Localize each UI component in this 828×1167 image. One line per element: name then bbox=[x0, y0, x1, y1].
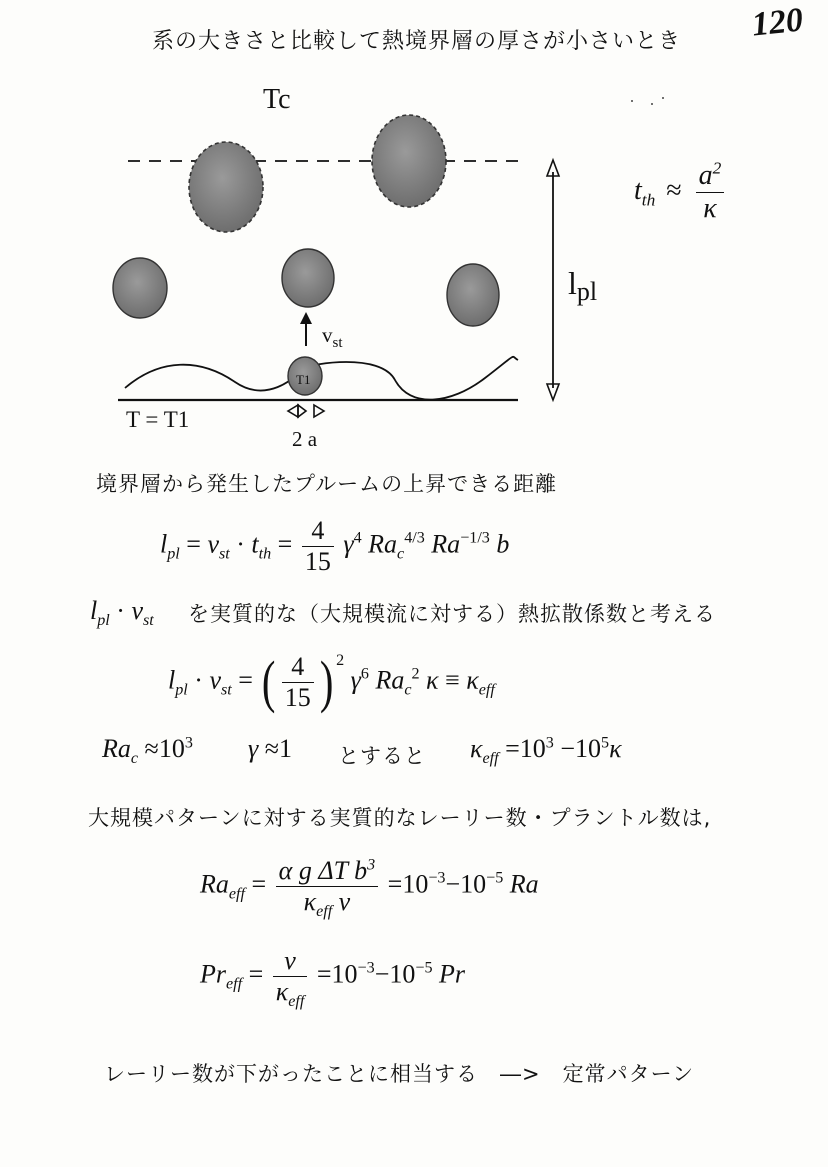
width-arrow-right bbox=[314, 405, 324, 417]
height-label: lpl bbox=[568, 265, 598, 306]
page-number: 120 bbox=[750, 1, 805, 44]
pr-eff-equation: $Pr_{eff}$ = $\frac{\nu}{\kappa_{eff}}$ $=10^{-3}-10^{-5}$ Pr bbox=[200, 946, 465, 1011]
width-arrow-left bbox=[288, 405, 298, 417]
upper-plume-right bbox=[372, 115, 446, 207]
middle-plume-right bbox=[447, 264, 499, 326]
condition-gamma: γ ≈1 bbox=[248, 734, 293, 763]
plume-label: T1 bbox=[296, 372, 311, 387]
thermal-time-equation: $t_{th}$ ≈ $\frac{a^2}{\kappa}$ bbox=[634, 160, 727, 225]
width-label: 2 a bbox=[292, 427, 318, 451]
speck bbox=[662, 97, 664, 99]
plume-distance-equation: $l_{pl} = v_{st} \cdot t_{th}$ = $\frac{4}{15}$ $\gamma^4$ $Ra_c^{4/3}$ $Ra^{-1/3}$ b bbox=[160, 516, 510, 576]
upper-plume-left bbox=[189, 142, 263, 232]
effective-diffusivity-equation: $l_{pl} \cdot v_{st}$ = ( $\frac{4}{15}$ ) $^2$ $\gamma^6$ $Ra_c^2$ $\kappa \equiv \kappa_{eff}$ bbox=[168, 649, 495, 715]
speck bbox=[651, 103, 653, 105]
middle-plume-center bbox=[282, 249, 334, 307]
speck bbox=[631, 100, 633, 102]
conclusion-text: レーリー数が下がったことに相当する ―> 定常パターン bbox=[104, 1062, 695, 1086]
distance-heading: 境界層から発生したプルームの上昇できる距離 bbox=[96, 472, 558, 496]
velocity-label: $v_{st}$ bbox=[322, 323, 343, 351]
condition-suru-text: とすると bbox=[338, 744, 426, 768]
ra-eff-equation: $Ra_{eff}$ = $\frac{\alpha g \Delta T b^3}{\kappa_{eff} \nu}$ $=10^{-3}-10^{-5}$ Ra bbox=[200, 856, 539, 921]
condition-keff: $\kappa_{eff} =10^3 -10^5\kappa$ bbox=[470, 734, 622, 768]
condition-rac: $Ra_c \approx 10^3$ bbox=[102, 734, 193, 768]
bottom-label: T = T1 bbox=[126, 407, 190, 432]
lv-product-label: $l_{pl} \cdot v_{st}$ bbox=[90, 596, 154, 630]
plume-diagram bbox=[0, 0, 828, 460]
width-arrow-mid bbox=[298, 405, 306, 417]
effective-diffusivity-text: を実質的な（大規模流に対する）熱拡散係数と考える bbox=[188, 602, 716, 626]
page-title: 系の大きさと比較して熱境界層の厚さが小さいとき bbox=[152, 29, 682, 54]
velocity-arrowhead bbox=[300, 312, 312, 324]
tc-label: Tc bbox=[263, 84, 291, 115]
effective-numbers-text: 大規模パターンに対する実質的なレーリー数・プラントル数は, bbox=[88, 806, 712, 830]
middle-plume-left bbox=[113, 258, 167, 318]
